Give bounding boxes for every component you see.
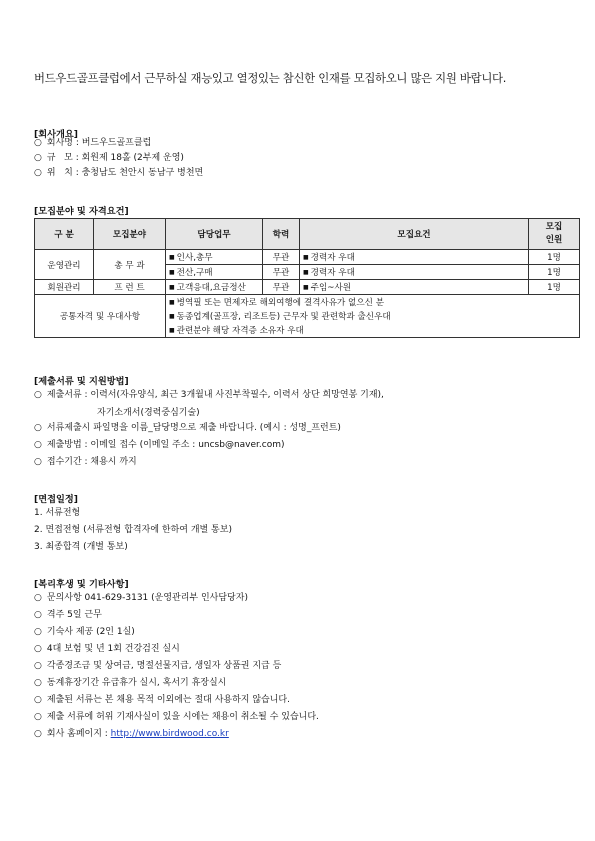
company-location-text: 위 치 : 충청남도 천안시 동남구 병천면 <box>46 168 204 178</box>
section-title-docs: [제출서류 및 지원방법] <box>34 376 129 387</box>
square-bullet-icon <box>303 283 311 293</box>
square-bullet-icon <box>169 283 177 293</box>
homepage-label: 회사 홈페이지 : <box>46 729 111 739</box>
company-name-text: 회사명 : 버드우드골프클럽 <box>46 138 152 148</box>
cell-count: 1명 <box>529 280 580 295</box>
circle-bullet: ○ <box>34 390 42 400</box>
homepage-link[interactable]: http://www.birdwood.co.kr <box>110 729 229 739</box>
square-bullet-icon <box>169 312 177 322</box>
square-bullet-icon <box>169 268 177 278</box>
circle-bullet: ○ <box>34 423 42 433</box>
cell-common-label: 공통자격 및 우대사항 <box>35 295 166 338</box>
circle-bullet: ○ <box>34 712 42 722</box>
page-headline: 버드우드골프클럽에서 근무하실 재능있고 열정있는 참신한 인재를 모집하오니 많은 지원 바랍니다. <box>34 71 507 85</box>
header-field: 모집분야 <box>94 219 166 250</box>
circle-bullet: ○ <box>34 661 42 671</box>
circle-bullet: ○ <box>34 644 42 654</box>
square-bullet-icon <box>169 326 177 336</box>
common-item: ■ 동종업계(골프장, 리조트등) 근무자 및 관련학과 출신우대 <box>166 309 580 323</box>
section-title-recruit: [모집분야 및 자격요건] <box>34 206 129 217</box>
cell-education: 무관 <box>263 250 300 265</box>
circle-bullet: ○ <box>34 138 42 148</box>
table-row <box>35 250 580 265</box>
company-name-line <box>34 137 151 149</box>
cell-education: 무관 <box>263 280 300 295</box>
circle-bullet: ○ <box>34 153 42 163</box>
cell-education: 무관 <box>263 265 300 280</box>
circle-bullet: ○ <box>34 593 42 603</box>
table-row <box>35 280 580 295</box>
section-title-interview: [면접일정] <box>34 494 78 505</box>
header-requirement: 모집요건 <box>300 219 529 250</box>
docs-line: ○ 제출방법 : 이메일 접수 (이메일 주소 : uncsb@naver.com) <box>34 440 285 450</box>
common-item: ■ 병역필 또는 면제자로 해외여행에 결격사유가 없으신 분 <box>166 295 580 310</box>
common-item: ■ 관련분야 해당 자격증 소유자 우대 <box>166 323 580 338</box>
welfare-line: ○ 각종경조금 및 상여금, 명절선물지급, 생일자 상품권 지급 등 <box>34 661 282 671</box>
cell-count: 1명 <box>529 265 580 280</box>
cell-count: 1명 <box>529 250 580 265</box>
cell-requirement: ■ 경력자 우대 <box>300 265 529 280</box>
cell-field: 프 런 트 <box>94 280 166 295</box>
docs-continuation: 자기소개서(경력중심기술) <box>97 408 200 418</box>
section-title-welfare: [복리후생 및 기타사항] <box>34 579 129 590</box>
recruit-table <box>34 218 580 338</box>
welfare-line: ○ 제출된 서류는 본 채용 목적 이외에는 절대 사용하지 않습니다. <box>34 695 290 705</box>
cell-requirement: ■ 주임~사원 <box>300 280 529 295</box>
section-title-company: [회사개요] <box>34 129 78 140</box>
docs-line: ○ 접수기간 : 채용시 까지 <box>34 457 137 467</box>
header-category: 구 분 <box>35 219 94 250</box>
interview-line: 1. 서류전형 <box>34 508 81 518</box>
interview-line: 2. 면접전형 (서류전형 합격자에 한하여 개별 통보) <box>34 525 232 535</box>
header-duty: 담당업무 <box>166 219 263 250</box>
welfare-line: ○ 기숙사 제공 (2인 1실) <box>34 627 135 637</box>
company-location-line <box>34 167 203 179</box>
circle-bullet: ○ <box>34 610 42 620</box>
docs-line: ○ 제출서류 : 이력서(자유양식, 최근 3개월내 사진부착필수, 이력서 상단 희망연봉 기재), <box>34 390 384 400</box>
circle-bullet: ○ <box>34 729 42 739</box>
header-count: 모집 인원 <box>529 219 580 250</box>
interview-line: 3. 최종합격 (개별 통보) <box>34 542 128 552</box>
cell-duty: ■ 인사,총무 <box>166 250 263 265</box>
square-bullet-icon <box>169 298 177 308</box>
circle-bullet: ○ <box>34 627 42 637</box>
welfare-homepage-line <box>34 728 229 740</box>
square-bullet-icon <box>303 253 311 263</box>
cell-group: 회원관리 <box>35 280 94 295</box>
square-bullet-icon <box>169 253 177 263</box>
docs-line: ○ 서류제출시 파일명을 이름_담당명으로 제출 바랍니다. (예시 : 성명_프런트) <box>34 423 341 433</box>
circle-bullet: ○ <box>34 440 42 450</box>
welfare-line: ○ 동계휴장기간 유급휴가 실시, 혹서기 휴장실시 <box>34 678 227 688</box>
welfare-line: ○ 제출 서류에 허위 기재사실이 있을 시에는 채용이 취소될 수 있습니다. <box>34 712 319 722</box>
company-scale-text: 규 모 : 회원제 18홀 (2부제 운영) <box>46 153 184 163</box>
welfare-line: ○ 문의사항 041-629-3131 (운영관리부 인사담당자) <box>34 593 248 603</box>
cell-field: 총 무 과 <box>94 250 166 280</box>
company-scale-line <box>34 152 184 164</box>
circle-bullet: ○ <box>34 695 42 705</box>
table-row-common <box>35 295 580 310</box>
square-bullet-icon <box>303 268 311 278</box>
cell-group: 운영관리 <box>35 250 94 280</box>
welfare-line: ○ 4대 보험 및 년 1회 건강검진 실시 <box>34 644 180 654</box>
cell-requirement: ■ 경력자 우대 <box>300 250 529 265</box>
circle-bullet: ○ <box>34 168 42 178</box>
table-header-row <box>35 219 580 250</box>
circle-bullet: ○ <box>34 457 42 467</box>
circle-bullet: ○ <box>34 678 42 688</box>
welfare-line: ○ 격주 5일 근무 <box>34 610 102 620</box>
header-education: 학력 <box>263 219 300 250</box>
cell-duty: ■ 고객응대,요금정산 <box>166 280 263 295</box>
cell-duty: ■ 전산,구매 <box>166 265 263 280</box>
